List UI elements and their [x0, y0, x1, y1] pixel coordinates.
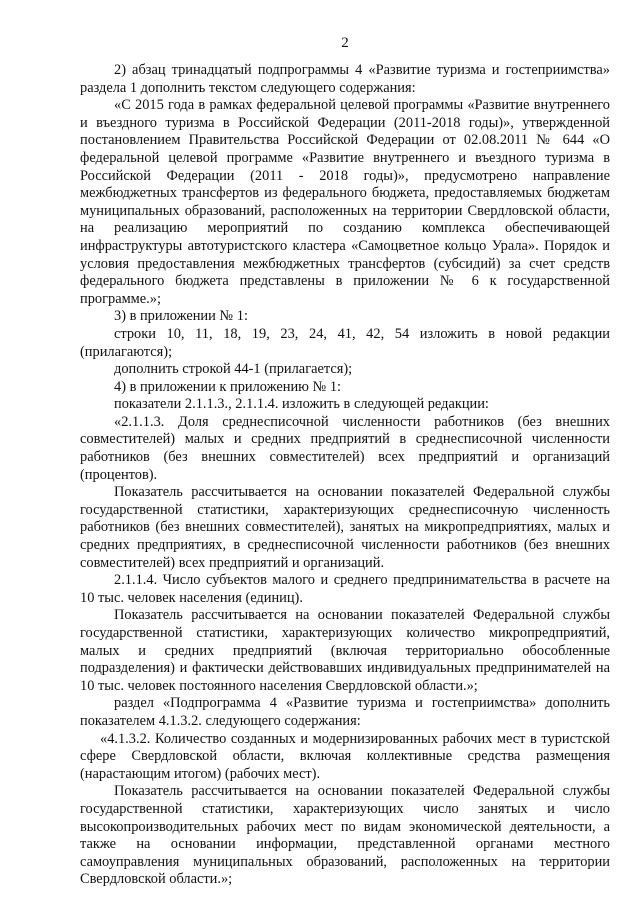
paragraph: Показатель рассчитывается на основании показателей Федеральной службы государственной статистики, характеризующих число занятых и число высокопроизводительных рабочих мест по видам экономической деятельности, а также на основании информации, представленной органами местного самоуправления муниципальных образований, расположенных на территории Свердловской области.»;	[80, 783, 610, 888]
paragraph: 2.1.1.4. Число субъектов малого и среднего предпринимательства в расчете на 10 тыс. человек населения (единиц).	[80, 572, 610, 606]
paragraph: показатели 2.1.1.3., 2.1.1.4. изложить в следующей редакции:	[114, 396, 489, 413]
paragraph: 4) в приложении к приложению № 1:	[114, 378, 342, 395]
paragraph: «2.1.1.3. Доля среднесписочной численности работников (без внешних совместителей) малых и средних предприятий в среднесписочной численности работников (без внешних совместителей) всех предприятий и организаций (процентов).	[80, 413, 610, 483]
paragraph: Показатель рассчитывается на основании показателей Федеральной службы государственной статистики, характеризующих среднесписочную численность работников (без внешних совместителей), занятых на микропредприятиях, малых и средних предприятиях, в среднесписочной численности работников (без внешних совместителей) всех предприятий и организаций.	[80, 484, 610, 571]
page-number: 2	[341, 35, 349, 51]
paragraph: строки 10, 11, 18, 19, 23, 24, 41, 42, 54 изложить в новой редакции (прилагаются);	[80, 325, 610, 360]
paragraph: раздел «Подпрограмма 4 «Развитие туризма и гостеприимства» дополнить показателем 4.1.3.2. следующего содержания:	[80, 695, 610, 729]
paragraph: 2) абзац тринадцатый подпрограммы 4 «Развитие туризма и гостеприимства» раздела 1 дополнить текстом следующего содержания:	[80, 62, 610, 96]
paragraph: 3) в приложении № 1:	[114, 308, 248, 325]
paragraph: Показатель рассчитывается на основании показателей Федеральной службы государственной статистики, характеризующих количество микропредприятий, малых и средних предприятий (включая территориально обособленные подразделения) и фактически действовавших индивидуальных предпринимателей на 10 тыс. человек постоянного населения Свердловской области.»;	[80, 607, 610, 694]
paragraph: дополнить строкой 44-1 (прилагается);	[114, 361, 353, 378]
paragraph: «4.1.3.2. Количество созданных и модернизированных рабочих мест в туристской сфере Свердловской области, включая коллективные средства размещения (нарастающим итогом) (рабочих мест).	[80, 730, 610, 782]
paragraph: «С 2015 года в рамках федеральной целевой программы «Развитие внутреннего и въездного туризма в Российской Федерации (2011-2018 годы)», утвержденной постановлением Правительства Российской Федерации от 02.08.2011 № 644 «О федеральной целевой программе «Развитие внутреннего и въездного туризма в Российской Федерации (2011 - 2018 годы)», предусмотрено направление межбюджетных трансфертов из федерального бюджета, предоставляемых бюджетам муниципальных образований, расположенных на территории Свердловской области, на реализацию мероприятий по созданию комплекса обеспечивающей инфраструктуры автотуристского кластера «Самоцветное кольцо Урала». Порядок и условия предоставления межбюджетных трансфертов (субсидий) за счет средств федерального бюджета представлены в приложении № 6 к государственной программе.»;	[80, 97, 610, 307]
